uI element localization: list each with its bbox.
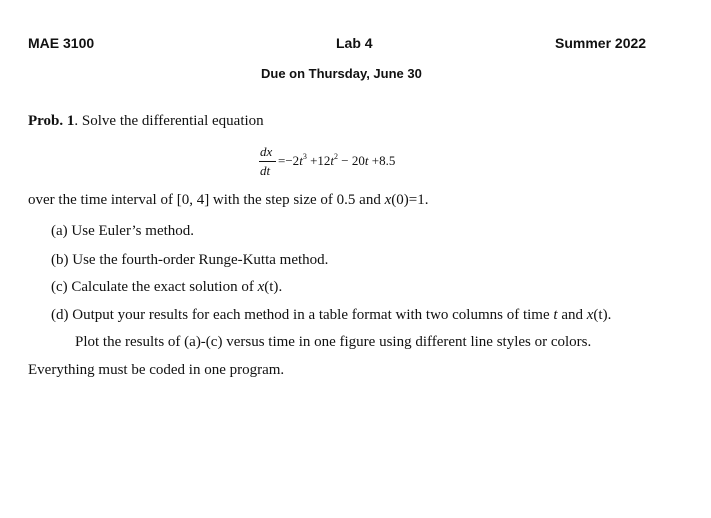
part-d-x: x	[586, 307, 594, 323]
interval-statement	[28, 192, 428, 209]
part-c-end: .	[278, 279, 283, 295]
due-date: Due on Thursday, June 30	[261, 66, 422, 81]
part-c-text: (c) Calculate the exact solution of	[51, 279, 258, 295]
term-1-coef: −2	[285, 153, 300, 168]
initial-condition-var: x	[384, 192, 392, 208]
term-4: +8.5	[368, 153, 396, 168]
part-d-arg: (t)	[593, 307, 608, 323]
part-d-t: t	[553, 307, 558, 323]
term-2-exp: 2	[334, 152, 339, 161]
interval-text: over the time interval of [0, 4] with the step size of 0.5 and	[28, 192, 385, 208]
problem-label: Prob. 1	[28, 113, 75, 129]
part-a: (a) Use Euler’s method.	[51, 223, 195, 239]
part-c-var: x	[257, 279, 265, 295]
final-instruction: Everything must be coded in one program.	[28, 362, 285, 378]
term-3-coef: − 20	[338, 153, 365, 168]
fraction-denominator: dt	[260, 163, 271, 178]
lab-title: Lab 4	[336, 35, 373, 51]
part-b: (b) Use the fourth-order Runge-Kutta method.	[51, 252, 329, 268]
term-3-var: t	[364, 153, 369, 168]
fraction-numerator: dx	[260, 144, 273, 159]
part-d-text: (d) Output your results for each method in a table format with two columns of time	[51, 307, 554, 323]
equals-sign: =	[278, 153, 286, 168]
term-1-var: t	[299, 153, 303, 168]
problem-intro-text: . Solve the differential equation	[74, 113, 264, 129]
initial-condition-rest: (0)=1.	[391, 192, 429, 208]
term-label: Summer 2022	[555, 35, 647, 51]
part-d-and: and	[557, 307, 587, 323]
part-c	[51, 279, 282, 296]
equation-rhs	[278, 153, 395, 169]
course-code: MAE 3100	[28, 35, 95, 51]
problem-intro	[28, 113, 264, 130]
plot-instruction: Plot the results of (a)-(c) versus time in one figure using different line styles or colors.	[75, 334, 592, 350]
fraction-bar	[259, 161, 276, 162]
term-2-coef: +12	[306, 153, 331, 168]
part-d	[51, 307, 611, 324]
part-d-end: .	[607, 307, 612, 323]
part-c-arg: (t)	[264, 279, 279, 295]
term-2-var: t	[330, 153, 335, 168]
term-1-exp: 3	[302, 152, 307, 161]
